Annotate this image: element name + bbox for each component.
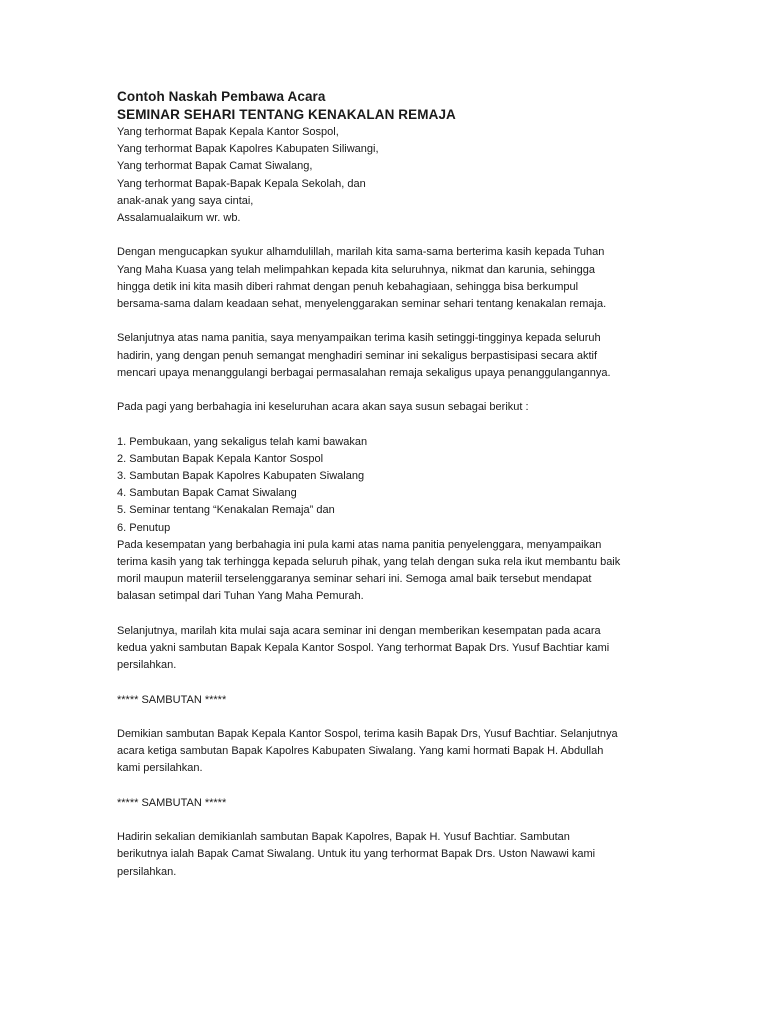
- paragraph-line: persilahkan.: [117, 659, 177, 672]
- agenda-list: [117, 434, 657, 537]
- agenda-item: 1. Pembukaan, yang sekaligus telah kami bawakan: [117, 435, 368, 448]
- greeting-line: anak-anak yang saya cintai,: [117, 194, 254, 207]
- greeting-line: Yang terhormat Bapak Kapolres Kabupaten Siliwangi,: [117, 143, 379, 156]
- paragraph-invite-third: [117, 829, 657, 881]
- paragraph-line: bersama-sama dalam keadaan sehat, menyelenggarakan seminar sehari tentang kenakalan remaja.: [117, 298, 607, 311]
- sambutan-marker: ***** SAMBUTAN *****: [117, 796, 227, 809]
- paragraph-line: kami persilahkan.: [117, 762, 203, 775]
- agenda-item: 4. Sambutan Bapak Camat Siwalang: [117, 487, 297, 500]
- paragraph-line: hadirin, yang dengan penuh semangat menghadiri seminar ini sekaligus berpastisipasi secara aktif: [117, 349, 598, 362]
- paragraph-line: Demikian sambutan Bapak Kepala Kantor Sospol, terima kasih Bapak Drs, Yusuf Bachtiar. Selanjutnya: [117, 728, 618, 740]
- paragraph-line: kedua yakni sambutan Bapak Kepala Kantor Sospol. Yang terhormat Bapak Drs. Yusuf Bachtiar kami: [117, 642, 610, 655]
- greetings-block: [117, 124, 657, 227]
- paragraph-agenda-intro: [117, 399, 657, 416]
- paragraph-gratitude: [117, 537, 657, 606]
- paragraph-invite-first: [117, 623, 657, 675]
- paragraph-line: Yang Maha Kuasa yang telah melimpahkan kepada kita seluruhnya, nikmat dan karunia, sehingga: [117, 263, 595, 276]
- document-subtitle: SEMINAR SEHARI TENTANG KENAKALAN REMAJA: [117, 107, 456, 122]
- paragraph-line: mencari upaya menanggulangi berbagai permasalahan remaja sekaligus upaya penanggulangannya.: [117, 366, 611, 379]
- greeting-line: Assalamualaikum wr. wb.: [117, 212, 241, 225]
- paragraph-opening: [117, 244, 657, 313]
- agenda-item: 5. Seminar tentang “Kenakalan Remaja” dan: [117, 504, 335, 517]
- paragraph-line: acara ketiga sambutan Bapak Kapolres Kabupaten Siwalang. Yang kami hormati Bapak H. Abdullah: [117, 745, 604, 758]
- paragraph-line: persilahkan.: [117, 865, 177, 878]
- paragraph-line: Dengan mengucapkan syukur alhamdulillah, marilah kita sama-sama berterima kasih kepada Tuhan: [117, 246, 605, 259]
- paragraph-line: Selanjutnya, marilah kita mulai saja acara seminar ini dengan memberikan kesempatan pada acara: [117, 624, 601, 637]
- document-page: [117, 88, 657, 881]
- greeting-line: Yang terhormat Bapak Camat Siwalang,: [117, 160, 313, 173]
- paragraph-thanks: [117, 330, 657, 382]
- greeting-line: Yang terhormat Bapak Kepala Kantor Sospol,: [117, 126, 339, 138]
- paragraph-line: berikutnya ialah Bapak Camat Siwalang. Untuk itu yang terhormat Bapak Drs. Uston Nawawi kami: [117, 848, 596, 861]
- sambutan-marker: ***** SAMBUTAN *****: [117, 693, 227, 706]
- paragraph-line: terima kasih yang tak terhingga kepada seluruh pihak, yang telah dengan suka rela ikut membantu baik: [117, 556, 621, 569]
- paragraph-line: Hadirin sekalian demikianlah sambutan Bapak Kapolres, Bapak H. Yusuf Bachtiar. Sambutan: [117, 831, 570, 844]
- agenda-item: 3. Sambutan Bapak Kapolres Kabupaten Siwalang: [117, 470, 365, 482]
- paragraph-line: balasan setimpal dari Tuhan Yang Maha Pemurah.: [117, 590, 364, 603]
- agenda-item: 2. Sambutan Bapak Kepala Kantor Sospol: [117, 452, 324, 465]
- paragraph-line: Pada kesempatan yang berbahagia ini pula kami atas nama panitia penyelenggara, menyampaikan: [117, 538, 602, 551]
- document-title: Contoh Naskah Pembawa Acara: [117, 89, 326, 104]
- agenda-item: 6. Penutup: [117, 521, 171, 534]
- paragraph-line: Pada pagi yang berbahagia ini keseluruhan acara akan saya susun sebagai berikut :: [117, 401, 529, 414]
- paragraph-invite-second: [117, 726, 657, 778]
- paragraph-line: Selanjutnya atas nama panitia, saya menyampaikan terima kasih setinggi-tingginya kepada seluruh: [117, 332, 601, 345]
- paragraph-line: hingga detik ini kita masih diberi rahmat dengan penuh kebahagiaan, sehingga bisa berkumpul: [117, 280, 579, 293]
- greeting-line: Yang terhormat Bapak-Bapak Kepala Sekolah, dan: [117, 177, 366, 190]
- paragraph-line: moril maupun materiil terselenggaranya seminar sehari ini. Semoga amal baik tersebut mendapat: [117, 573, 592, 586]
